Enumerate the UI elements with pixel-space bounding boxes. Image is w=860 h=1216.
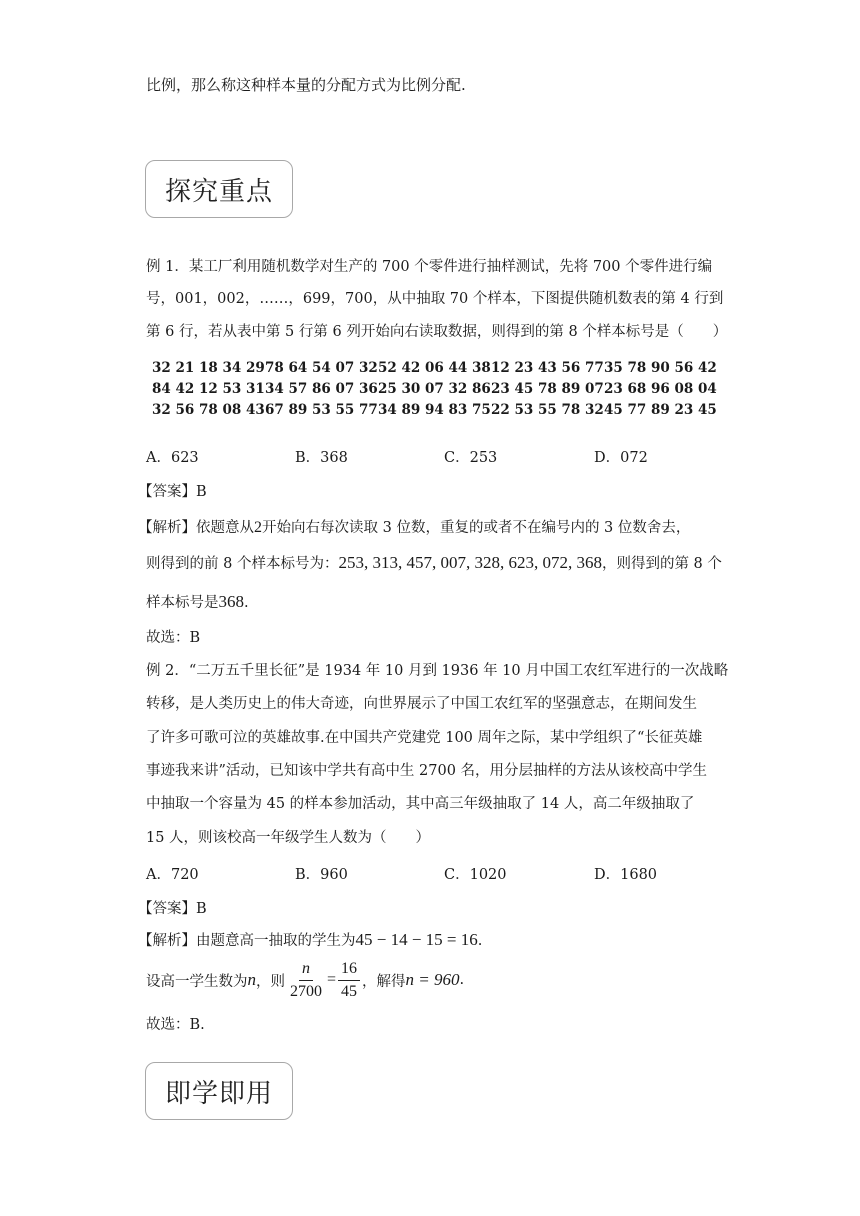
example1-choice: 故选：B	[146, 630, 201, 646]
example1-line1: 例 1．某工厂利用随机数学对生产的 700 个零件进行抽样测试，先将 700 个零件进行编	[146, 259, 713, 275]
table-cell: 67 89 53 55 77	[265, 402, 378, 418]
analysis-tag: 【解析】	[138, 520, 196, 536]
fraction-n-over-2700	[287, 958, 325, 1003]
section-title-practice: 即学即用	[145, 1062, 293, 1120]
table-cell: 84 42 12 53 31	[152, 381, 265, 397]
example2-line6: 15 人，则该校高一年级学生人数为（ ）	[146, 830, 431, 846]
analysis-text: 开始向右每次读取 3 位数，重复的或者不在编号内的 3 位数舍去，	[262, 520, 691, 536]
example1-analysis-line3	[146, 591, 249, 612]
table-cell: 35 78 90 56 42	[604, 360, 717, 376]
example2-line2: 转移，是人类历史上的伟大奇迹，向世界展示了中国工农红军的坚强意志，在期间发生	[146, 696, 697, 712]
fraction-numerator: n	[299, 958, 313, 981]
analysis-text: 由题意高一抽取的学生为	[196, 933, 356, 949]
math-sequence: 253, 313, 457, 007, 328, 623, 072, 368	[338, 553, 602, 572]
example2-option-a: A．720	[146, 867, 199, 883]
example1-option-a: A．623	[146, 450, 199, 466]
table-cell: 78 64 54 07 32	[265, 360, 378, 376]
example1-option-b: B．368	[295, 450, 348, 466]
analysis-text: ，则	[256, 973, 285, 990]
analysis-text: 则得到的前 8 个样本标号为：	[146, 556, 339, 572]
fraction-denominator: 45	[341, 982, 358, 1000]
table-cell: 22 53 55 78 32	[491, 402, 604, 418]
example2-analysis-line1	[138, 929, 482, 950]
analysis-text: .	[459, 972, 465, 988]
example2-analysis-line2	[146, 956, 464, 1004]
table-cell: 25 30 07 32 86	[378, 381, 491, 397]
example2-choice: 故选：B.	[146, 1017, 205, 1033]
table-cell: 23 68 96 08 04	[604, 381, 717, 397]
math-variable: n	[247, 970, 256, 989]
example2-option-c: C．1020	[444, 867, 507, 883]
table-cell: 32 21 18 34 29	[152, 360, 265, 376]
section-title-focus: 探究重点	[145, 160, 293, 218]
example2-line1: 例 2．“二万五千里长征”是 1934 年 10 月到 1936 年 10 月中国工农红军进行的一次战略	[146, 663, 729, 679]
analysis-tag: 【解析】	[138, 933, 196, 949]
analysis-text: ，解得	[362, 973, 406, 990]
math-value: 2	[254, 519, 262, 536]
table-cell: 45 77 89 23 45	[604, 402, 717, 418]
fraction-16-over-45	[338, 958, 360, 1003]
table-cell: 12 23 43 56 77	[491, 360, 604, 376]
analysis-text: .	[244, 595, 249, 611]
equals-sign: =	[327, 971, 337, 988]
table-cell: 23 45 78 89 07	[491, 381, 604, 397]
example2-option-b: B．960	[295, 867, 348, 883]
math-result: n = 960	[405, 970, 460, 989]
example2-line4: 事迹我来讲”活动，已知该中学共有高中生 2700 名，用分层抽样的方法从该校高中学生	[146, 763, 708, 779]
example2-option-d: D．1680	[594, 867, 658, 883]
table-cell: 32 56 78 08 43	[152, 402, 265, 418]
example1-option-c: C．253	[444, 450, 498, 466]
example1-analysis-line1	[138, 516, 690, 537]
table-cell: 34 57 86 07 36	[265, 381, 378, 397]
analysis-text: ，则得到的第 8 个	[601, 556, 722, 572]
fraction-numerator: 16	[338, 958, 360, 981]
analysis-text: 设高一学生数为	[146, 973, 248, 990]
example1-line2: 号，001，002，……，699，700，从中抽取 70 个样本，下图提供随机数表的第 4 行到	[146, 291, 724, 307]
fraction-denominator: 2700	[290, 982, 322, 1000]
intro-text: 比例，那么称这种样本量的分配方式为比例分配.	[146, 76, 466, 94]
analysis-text: .	[477, 933, 483, 949]
example1-answer: 【答案】B	[138, 484, 207, 500]
analysis-text: 样本标号是	[146, 595, 219, 611]
example1-line3: 第 6 行，若从表中第 5 行第 6 列开始向右读取数据，则得到的第 8 个样本标号是（ ）	[146, 324, 728, 340]
example1-analysis-line2	[146, 552, 722, 573]
table-cell: 34 89 94 83 75	[378, 402, 491, 418]
example1-option-d: D．072	[594, 450, 648, 466]
math-value: 368	[218, 592, 244, 611]
example2-line3: 了许多可歌可泣的英雄故事.在中国共产党建党 100 周年之际，某中学组织了“长征英雄	[146, 730, 703, 746]
math-expression: 45 − 14 − 15 = 16	[355, 930, 478, 949]
example2-line5: 中抽取一个容量为 45 的样本参加活动，其中高三年级抽取了 14 人，高二年级抽取了	[146, 796, 695, 812]
example2-answer: 【答案】B	[138, 901, 207, 917]
analysis-text: 依题意从	[196, 520, 254, 536]
table-cell: 52 42 06 44 38	[378, 360, 491, 376]
